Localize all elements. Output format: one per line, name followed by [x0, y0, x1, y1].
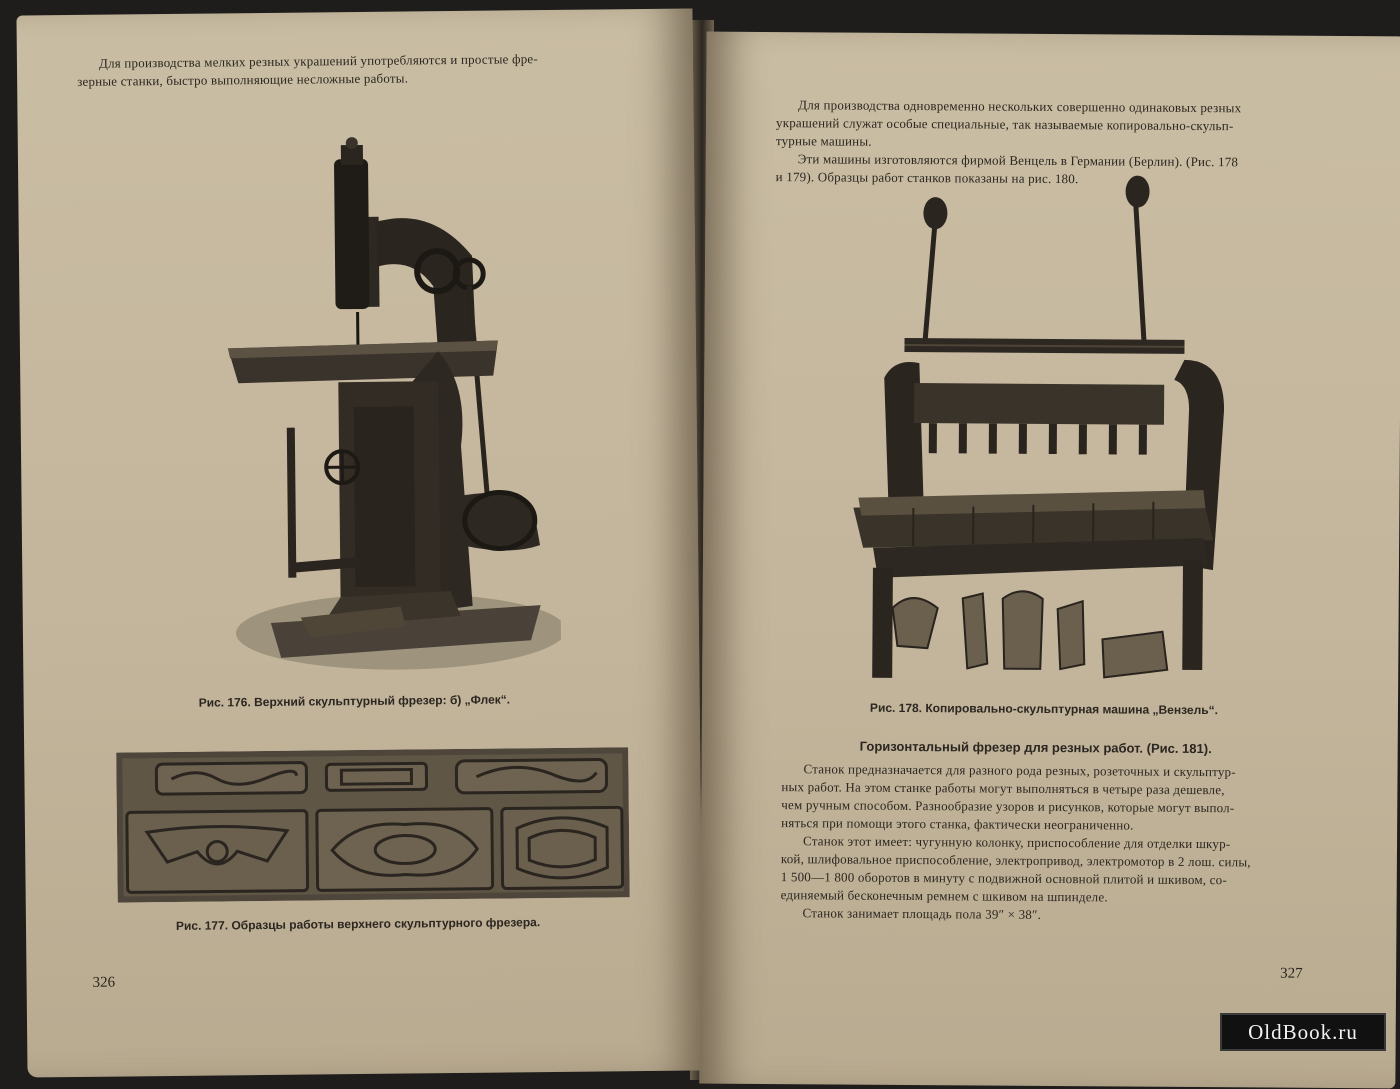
left-intro-line-2: зерные станки, быстро выполняющие несложные работы.: [77, 70, 409, 89]
oldbook-watermark: OldBook.ru: [1220, 1013, 1386, 1051]
right-intro-line-2: украшений служат особые специальные, так называемые копировально-скульп-: [775, 115, 1234, 134]
left-page-number: 326: [92, 974, 116, 991]
section-heading: Горизонтальный фрезер для резных работ. (Рис. 181).: [859, 738, 1212, 757]
right-body-text: [780, 760, 1381, 926]
right-intro-line-1: Для производства одновременно нескольких совершенно одинаковых резных: [798, 97, 1242, 116]
body-line-6: кой, шлифовальное приспособление, электропривод, электромотор в 2 лош. силы,: [780, 851, 1251, 870]
body-line-9: Станок занимает площадь пола 39″ × 38″.: [802, 905, 1042, 922]
right-intro-line-3: турные машины.: [775, 133, 872, 149]
right-intro-line-4: Эти машины изготовляются фирмой Венцель в Германии (Берлин). (Рис. 178: [797, 151, 1239, 170]
left-intro-text: [77, 49, 657, 91]
fig177-carving-samples-photo: [116, 747, 630, 902]
fig178-caption: Рис. 178. Копировально-скульптурная машина „Вензель“.: [869, 700, 1218, 718]
fig176-caption: Рис. 176. Верхний скульптурный фрезер: б) „Флек“.: [198, 692, 511, 710]
body-line-5: Станок этот имеет: чугунную колонку, приспособление для отделки шкур-: [802, 833, 1231, 852]
left-intro-line-1: Для производства мелких резных украшений употребляются и простые фре-: [98, 51, 538, 71]
right-intro-line-5: и 179). Образцы работ станков показаны на рис. 180.: [775, 169, 1079, 187]
body-line-7: 1 500—1 800 оборотов в минуту с подвижной основной плитой и шкивом, со-: [780, 869, 1227, 888]
body-line-8: единяемый бесконечным ремнем с шкивом на шпинделе.: [780, 887, 1108, 905]
body-line-4: няться при помощи этого станка, фактически неограниченно.: [781, 815, 1134, 833]
fig177-caption: Рис. 177. Образцы работы верхнего скульптурного фрезера.: [175, 915, 541, 933]
right-page-number: 327: [1280, 965, 1303, 982]
body-line-3: чем ручным способом. Разнообразие узоров и рисунков, которые могут выпол-: [781, 797, 1235, 816]
body-line-2: ных работ. На этом станке работы могут выполняться в четыре раза дешевле,: [781, 779, 1225, 798]
fig178-copying-machine-illustration: [842, 168, 1246, 701]
body-line-1: Станок предназначается для разного рода резных, розеточных и скульптур-: [803, 761, 1236, 780]
right-page: [699, 32, 1400, 1089]
fig176-milling-machine-illustration: [206, 135, 562, 679]
left-page: [16, 8, 703, 1077]
